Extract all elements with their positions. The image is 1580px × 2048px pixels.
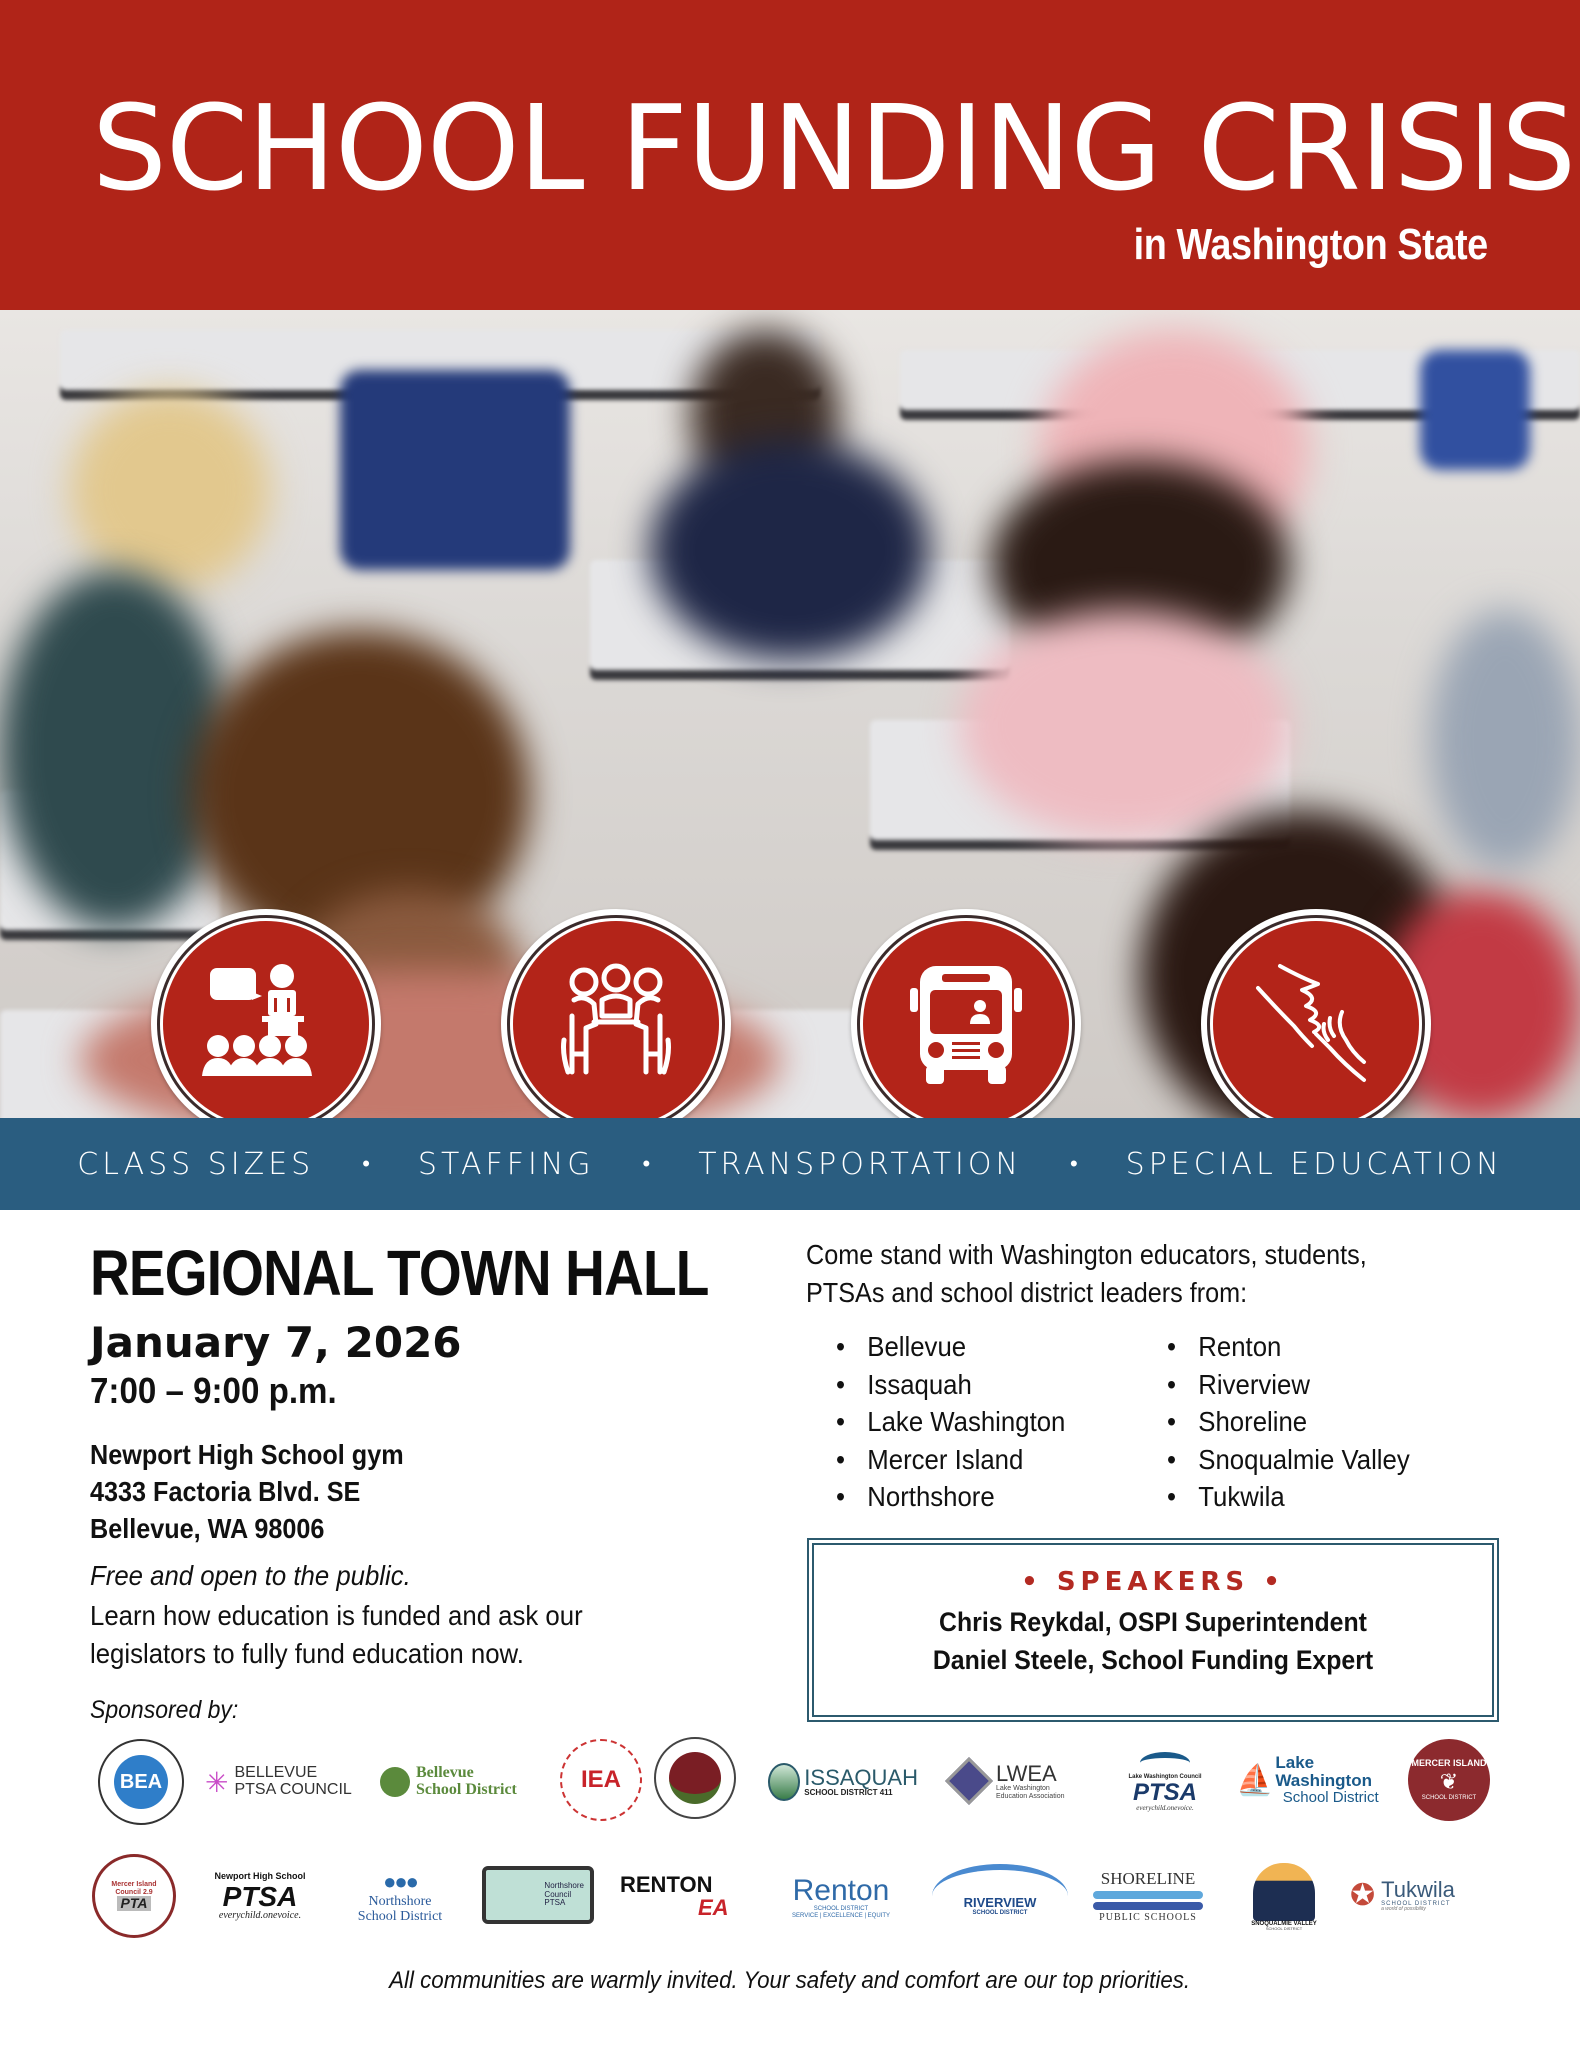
district-item: • Riverview <box>1167 1366 1410 1404</box>
northshore-council-ptsa-logo: Northshore Council PTSA <box>482 1866 594 1924</box>
speakers-box <box>807 1538 1499 1722</box>
description-line: legislators to fully fund education now. <box>90 1638 524 1669</box>
lake-washington-school-district-logo: ⛵ Lake Washington School District <box>1236 1753 1379 1806</box>
sponsor-logos-row-1 <box>0 1735 1580 1835</box>
starburst-icon: ✳ <box>205 1766 229 1798</box>
sponsor-logos-row-2 <box>0 1850 1580 1950</box>
event-time: 7:00 – 9:00 p.m. <box>90 1370 337 1411</box>
salmon-icon <box>669 1752 721 1804</box>
invite-intro <box>806 1236 1472 1312</box>
district-item: • Northshore <box>836 1478 1065 1516</box>
sponsored-by-label: Sponsored by: <box>90 1696 239 1724</box>
footer-note: All communities are warmly invited. Your safety and comfort are our top priorities. <box>389 1967 1191 1994</box>
presenter-audience-icon <box>196 954 336 1094</box>
district-item: • Issaquah <box>836 1366 1065 1404</box>
district-item: • Bellevue <box>836 1328 1065 1366</box>
issaquah-education-association-logo: IEA <box>560 1739 642 1821</box>
lake-washington-council-ptsa-logo: Lake Washington Council PTSA everychild.onevoice. <box>1120 1739 1210 1825</box>
page-title: SCHOOL FUNDING CRISIS <box>92 79 1576 217</box>
free-admission-note: Free and open to the public. <box>90 1560 411 1591</box>
wave-icon <box>1093 1902 1203 1910</box>
street-address: 4333 Factoria Blvd. SE <box>90 1476 361 1507</box>
sailboat-icon: ⛵ <box>1236 1763 1274 1797</box>
description-line: Learn how education is funded and ask our <box>90 1600 583 1631</box>
special-education-badge <box>1201 909 1431 1139</box>
district-item: • Renton <box>1167 1328 1410 1366</box>
helping-hands-icon <box>1246 954 1386 1094</box>
district-item: • Lake Washington <box>836 1403 1065 1441</box>
venue-name: Newport High School gym <box>90 1439 404 1470</box>
newport-high-school-ptsa-logo: Newport High School PTSA everychild.onevoice. <box>214 1871 306 1922</box>
people-at-table-icon <box>546 954 686 1094</box>
district-item: • Mercer Island <box>836 1441 1065 1479</box>
issue-transportation: TRANSPORTATION <box>698 1146 1022 1182</box>
photo-chair <box>1420 350 1530 470</box>
event-date: January 7, 2026 <box>90 1318 462 1367</box>
page-subtitle: in Washington State <box>1133 220 1488 269</box>
bellevue-education-association-logo: BEA <box>98 1739 184 1825</box>
band-separator: • <box>362 1151 370 1176</box>
issue-class-sizes: CLASS SIZES <box>77 1146 315 1182</box>
event-description <box>90 1597 660 1673</box>
bellevue-ptsa-council-logo: ✳ BELLEVUE PTSA COUNCIL <box>205 1764 352 1798</box>
issues-band <box>0 1118 1580 1210</box>
wave-icon <box>1140 1752 1190 1774</box>
band-separator: • <box>642 1151 651 1176</box>
transportation-badge <box>851 909 1081 1139</box>
tree-icon <box>380 1767 410 1797</box>
district-list-right <box>1167 1328 1431 1516</box>
issaquah-ptsa-council-logo <box>654 1737 736 1819</box>
speaker-name: Chris Reykdal, OSPI Superintendent <box>939 1607 1367 1637</box>
band-separator: • <box>1069 1151 1078 1176</box>
photo-person <box>650 440 930 660</box>
speaker-name: Daniel Steele, School Funding Expert <box>932 1645 1374 1675</box>
district-item: • Tukwila <box>1167 1478 1410 1516</box>
renton-school-district-logo: Renton SCHOOL DISTRICT SERVICE | EXCELLENCE | EQUITY <box>791 1873 891 1919</box>
tukwila-school-district-logo: ✪ Tukwila SCHOOL DISTRICT a world of possibility <box>1350 1876 1455 1913</box>
mountain-waterfall-icon <box>1253 1863 1315 1921</box>
district-item: • Shoreline <box>1167 1403 1410 1441</box>
speakers-title: • SPEAKERS • <box>1021 1567 1285 1597</box>
photo-chair <box>340 370 570 570</box>
school-bus-icon <box>896 954 1036 1094</box>
mercer-island-school-district-logo: MERCER ISLAND ❦ SCHOOL DISTRICT <box>1408 1739 1490 1821</box>
lwea-logo: LWEA Lake Washington Education Association <box>952 1753 1092 1809</box>
snoqualmie-valley-school-district-logo: SNOQUALMIE VALLEY SCHOOL DISTRICT <box>1244 1854 1324 1940</box>
city-state-zip: Bellevue, WA 98006 <box>90 1513 325 1544</box>
intro-line: PTSAs and school district leaders from: <box>806 1277 1248 1308</box>
photo-person <box>1430 610 1580 870</box>
staffing-badge <box>501 909 731 1139</box>
renton-ea-logo: RENTON EA <box>620 1871 729 1920</box>
shoreline-public-schools-logo: SHORELINE PUBLIC SCHOOLS <box>1088 1860 1208 1934</box>
photo-person <box>960 610 1290 840</box>
mountain-icon <box>768 1763 800 1801</box>
event-heading: REGIONAL TOWN HALL <box>90 1237 709 1309</box>
issaquah-school-district-logo: ISSAQUAH SCHOOL DISTRICT 411 <box>768 1759 918 1805</box>
event-address <box>90 1436 404 1547</box>
bellevue-school-district-logo: Bellevue School District <box>380 1757 540 1807</box>
riverview-school-district-logo: RIVERVIEW SCHOOL DISTRICT <box>932 1864 1068 1928</box>
issue-staffing: STAFFING <box>417 1146 595 1182</box>
intro-line: Come stand with Washington educators, students, <box>806 1239 1367 1270</box>
header-banner <box>0 0 1580 310</box>
star-people-icon: ✪ <box>1350 1878 1376 1912</box>
wave-icon <box>1093 1891 1203 1899</box>
people-diamond-icon <box>945 1757 993 1805</box>
hands-island-icon: ❦ <box>1439 1768 1459 1794</box>
issue-special-education: SPECIAL EDUCATION <box>1125 1146 1503 1182</box>
northshore-school-district-logo: ●●● Northshore School District <box>357 1869 443 1924</box>
mercer-island-council-pta-logo: Mercer Island Council 2.9 PTA <box>92 1854 176 1938</box>
district-item: • Snoqualmie Valley <box>1167 1441 1410 1479</box>
people-group-icon: ●●● <box>383 1869 417 1895</box>
class-sizes-badge <box>151 909 381 1139</box>
photo-person <box>70 390 270 590</box>
district-list-left <box>836 1328 1085 1516</box>
